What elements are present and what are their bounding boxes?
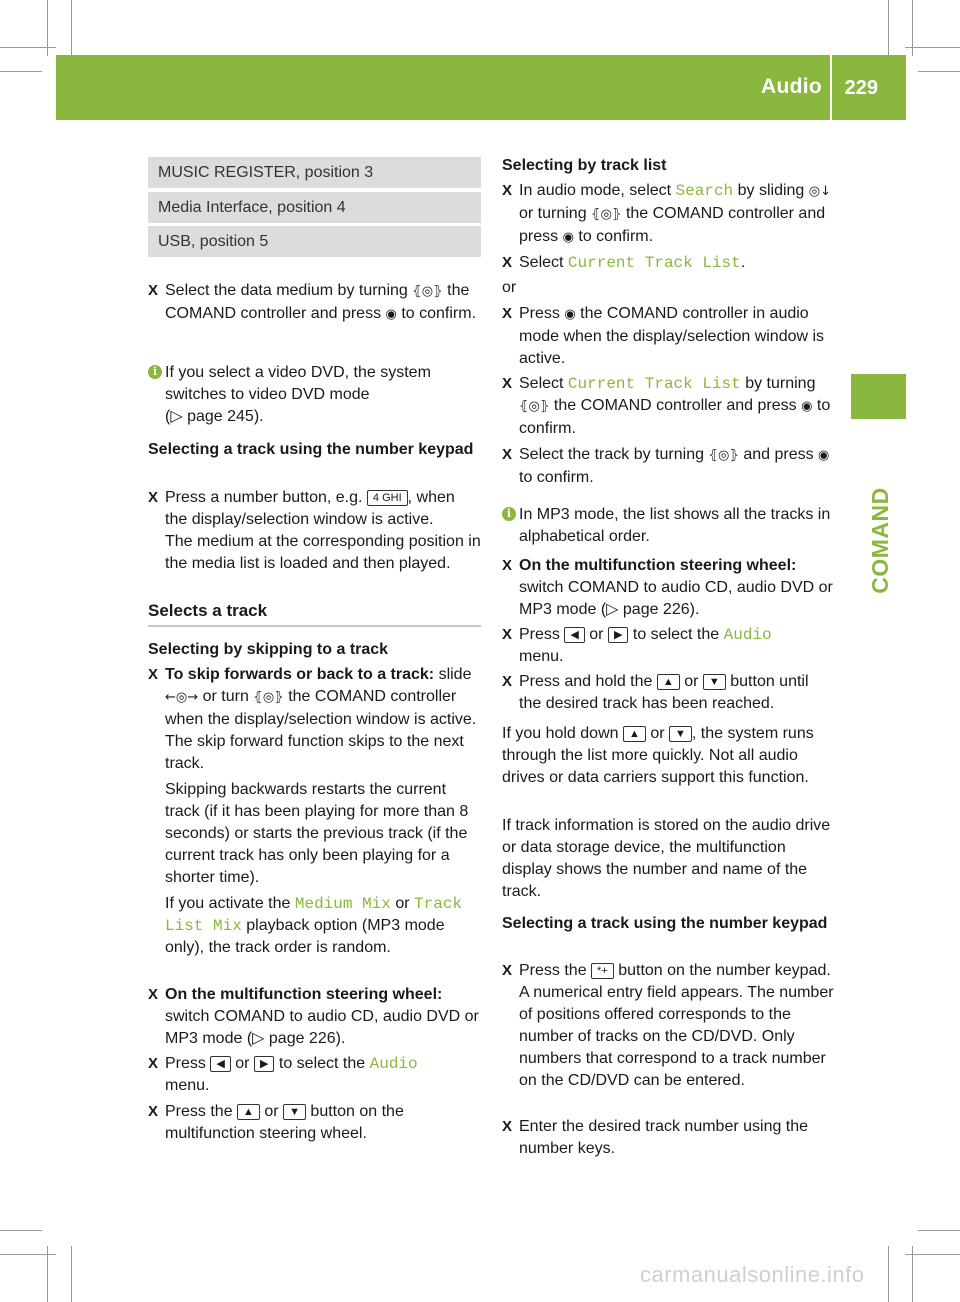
step-arrow-icon: X: [502, 626, 513, 643]
step-text: Select the data medium by turning: [165, 282, 408, 299]
crop-mark: [71, 1246, 72, 1302]
source-row: Media Interface, position 4: [148, 192, 481, 223]
menu-command: Current Track List: [567, 375, 741, 393]
instruction-step: [148, 664, 481, 959]
crop-mark: [912, 1246, 913, 1302]
body-text: If you hold down: [502, 725, 619, 742]
step-text: switch COMAND to audio CD, audio DVD or MP3 mode (▷ page 226).: [519, 579, 833, 618]
step-text: the COMAND controller and press: [553, 397, 797, 414]
crop-mark: [905, 1254, 960, 1255]
instruction-step: [502, 671, 835, 715]
step-text: Skipping backwards restarts the current track (if it has been playing for more than 8 seconds) or starts the previous track (if the current track has only been playing for a shorter time).: [165, 781, 469, 886]
step-text: slide: [438, 666, 472, 683]
menu-command: Medium Mix: [294, 895, 391, 913]
step-text: or: [589, 626, 604, 643]
left-button-icon: ◀: [210, 1056, 230, 1072]
or-text: or: [502, 279, 517, 296]
crop-mark: [918, 1230, 960, 1231]
up-button-icon: ▲: [237, 1104, 260, 1120]
page-reference: (▷ page 245).: [165, 408, 264, 425]
instruction-step: [148, 487, 481, 575]
menu-command: Track List Mix: [165, 895, 463, 935]
step-text: to confirm.: [519, 397, 831, 437]
body-paragraph: [502, 723, 835, 789]
step-text: menu.: [165, 1077, 210, 1094]
instruction-step: [502, 373, 835, 440]
step-text: the COMAND controller and press: [165, 282, 470, 322]
subheading: Selecting a track using the number keypad: [502, 915, 828, 932]
step-arrow-icon: X: [502, 962, 513, 979]
crop-mark: [888, 1246, 889, 1302]
up-button-icon: ▲: [623, 726, 646, 742]
step-text: .: [740, 254, 746, 271]
step-text: Press a number button, e.g.: [165, 489, 363, 506]
step-text: and press: [743, 446, 814, 463]
crop-mark: [912, 0, 913, 56]
step-arrow-icon: X: [502, 375, 513, 392]
step-arrow-icon: X: [502, 1118, 513, 1135]
page-title: Audio: [761, 75, 822, 98]
menu-command: Audio: [369, 1055, 418, 1073]
step-arrow-icon: X: [148, 282, 159, 299]
step-label: On the multifunction steering wheel:: [165, 986, 443, 1003]
crop-mark: [918, 71, 960, 72]
step-text: Press the: [165, 1103, 233, 1120]
instruction-step: [502, 555, 835, 621]
step-arrow-icon: X: [148, 666, 159, 683]
instruction-step: [148, 280, 481, 326]
source-row: USB, position 5: [148, 226, 481, 257]
step-text: button until the desired track has been reached.: [519, 673, 809, 712]
step-text: Select the track by turning: [519, 446, 704, 463]
instruction-step: [502, 252, 835, 274]
step-text: If you activate the: [165, 895, 291, 912]
number-key-4: 4 GHI: [367, 490, 408, 506]
step-arrow-icon: X: [502, 254, 513, 271]
menu-command: Current Track List: [567, 254, 741, 272]
instruction-step: [502, 180, 835, 249]
slide-down-controller-icon: ◎↓: [808, 184, 832, 199]
step-text: to confirm.: [401, 305, 477, 322]
slide-controller-icon: ←◎→: [165, 690, 199, 705]
step-text: The skip forward function skips to the next track.: [165, 733, 464, 772]
down-button-icon: ▼: [703, 674, 726, 690]
body-text: , the system runs through the list more quickly. Not all audio drives or data carriers support this function.: [502, 725, 814, 786]
instruction-step: [148, 1101, 481, 1145]
step-text: button on the multifunction steering wheel.: [165, 1103, 404, 1142]
right-button-icon: ▶: [254, 1056, 274, 1072]
step-text: to confirm.: [519, 469, 594, 486]
press-controller-icon: ◉: [385, 307, 397, 322]
side-label: [840, 486, 920, 594]
section-heading: Selects a track: [148, 600, 481, 627]
step-text: the COMAND controller when the display/selection window is active.: [165, 688, 477, 728]
turn-controller-icon: ⦃◎⦄: [412, 284, 443, 299]
step-arrow-icon: X: [502, 446, 513, 463]
step-text: Press: [519, 626, 560, 643]
press-controller-icon: ◉: [818, 448, 830, 463]
step-text: A numerical entry field appears. The number of positions offered corresponds to the number of tracks on the CD/DVD. Only numbers that correspond to a track number on the CD/DVD can be entered.: [519, 984, 834, 1089]
up-button-icon: ▲: [657, 674, 680, 690]
step-arrow-icon: X: [148, 1055, 159, 1072]
step-text: to select the: [278, 1055, 366, 1072]
step-arrow-icon: X: [502, 557, 513, 574]
side-tab: [851, 374, 906, 419]
step-text: button on the number keypad.: [618, 962, 831, 979]
step-text: In audio mode, select: [519, 182, 672, 199]
crop-mark: [71, 0, 72, 56]
info-text: If you select a video DVD, the system switches to video DVD mode: [165, 364, 431, 403]
step-text: or: [684, 673, 699, 690]
step-arrow-icon: X: [148, 986, 159, 1003]
turn-controller-icon: ⦃◎⦄: [519, 399, 550, 414]
star-key: *+: [591, 963, 614, 979]
instruction-step: [502, 624, 835, 668]
step-text: Press and hold the: [519, 673, 653, 690]
step-text: Press: [165, 1055, 206, 1072]
crop-mark: [0, 1230, 42, 1231]
body-text: or: [650, 725, 665, 742]
turn-controller-icon: ⦃◎⦄: [708, 448, 739, 463]
instruction-step: [502, 1116, 835, 1160]
step-text: or turning: [519, 205, 587, 222]
info-note: [148, 362, 481, 428]
step-text: The medium at the corresponding position in the media list is loaded and then played.: [165, 533, 481, 572]
turn-controller-icon: ⦃◎⦄: [591, 207, 622, 222]
instruction-step: [502, 303, 835, 370]
menu-command: Audio: [723, 626, 772, 644]
step-text: Select: [519, 375, 564, 392]
step-arrow-icon: X: [148, 1103, 159, 1120]
step-text: or turn: [202, 688, 249, 705]
info-note: [502, 504, 835, 548]
page-number: 229: [844, 77, 878, 99]
step-text: , when the display/selection window is active.: [165, 489, 455, 528]
step-text: playback option (MP3 mode only), the track order is random.: [165, 917, 445, 956]
step-text: to select the: [632, 626, 720, 643]
crop-mark: [47, 0, 48, 56]
step-text: Press the: [519, 962, 587, 979]
step-label: On the multifunction steering wheel:: [519, 557, 797, 574]
instruction-step: [502, 960, 835, 1092]
step-text: or: [395, 895, 410, 912]
crop-mark: [0, 71, 42, 72]
subheading: Selecting by track list: [502, 157, 667, 174]
step-text: by turning: [745, 375, 816, 392]
down-button-icon: ▼: [669, 726, 692, 742]
step-text: to confirm.: [578, 228, 654, 245]
subheading: Selecting by skipping to a track: [148, 641, 389, 658]
step-label: To skip forwards or back to a track:: [165, 666, 435, 683]
info-text: In MP3 mode, the list shows all the tracks in alphabetical order.: [519, 506, 831, 545]
instruction-step: [148, 984, 481, 1050]
subheading: Selecting a track using the number keypad: [148, 441, 474, 458]
crop-mark: [888, 0, 889, 56]
crop-mark: [905, 47, 960, 48]
instruction-step: [502, 444, 835, 489]
right-button-icon: ▶: [608, 627, 628, 643]
step-arrow-icon: X: [148, 489, 159, 506]
watermark: carmanualsonline.info: [640, 1262, 865, 1287]
step-text: by sliding: [737, 182, 805, 199]
press-controller-icon: ◉: [801, 399, 813, 414]
info-icon: i: [502, 507, 516, 521]
side-label-text: COMAND: [866, 486, 893, 594]
step-text: menu.: [519, 648, 564, 665]
step-text: Press: [519, 305, 560, 322]
step-text: the COMAND controller and press: [519, 205, 826, 245]
body-paragraph: If track information is stored on the audio drive or data storage device, the multifunction display shows the number and name of the track.: [502, 817, 831, 900]
turn-controller-icon: ⦃◎⦄: [253, 690, 284, 705]
step-text: switch COMAND to audio CD, audio DVD or MP3 mode (▷ page 226).: [165, 1008, 479, 1047]
step-text: or: [264, 1103, 279, 1120]
crop-mark: [47, 1246, 48, 1302]
page-header: [56, 55, 906, 120]
menu-command: Search: [675, 182, 734, 200]
info-icon: i: [148, 365, 162, 379]
step-arrow-icon: X: [502, 673, 513, 690]
source-row: MUSIC REGISTER, position 3: [148, 157, 481, 188]
header-divider: [830, 55, 832, 120]
step-text: or: [235, 1055, 250, 1072]
left-button-icon: ◀: [564, 627, 584, 643]
down-button-icon: ▼: [283, 1104, 306, 1120]
step-arrow-icon: X: [502, 182, 513, 199]
instruction-step: [148, 1053, 481, 1097]
press-controller-icon: ◉: [562, 230, 574, 245]
press-controller-icon: ◉: [564, 307, 576, 322]
step-text: the COMAND controller in audio mode when the display/selection window is active.: [519, 305, 825, 367]
step-text: Select: [519, 254, 564, 271]
step-text: Enter the desired track number using the number keys.: [519, 1118, 809, 1157]
step-arrow-icon: X: [502, 305, 513, 322]
